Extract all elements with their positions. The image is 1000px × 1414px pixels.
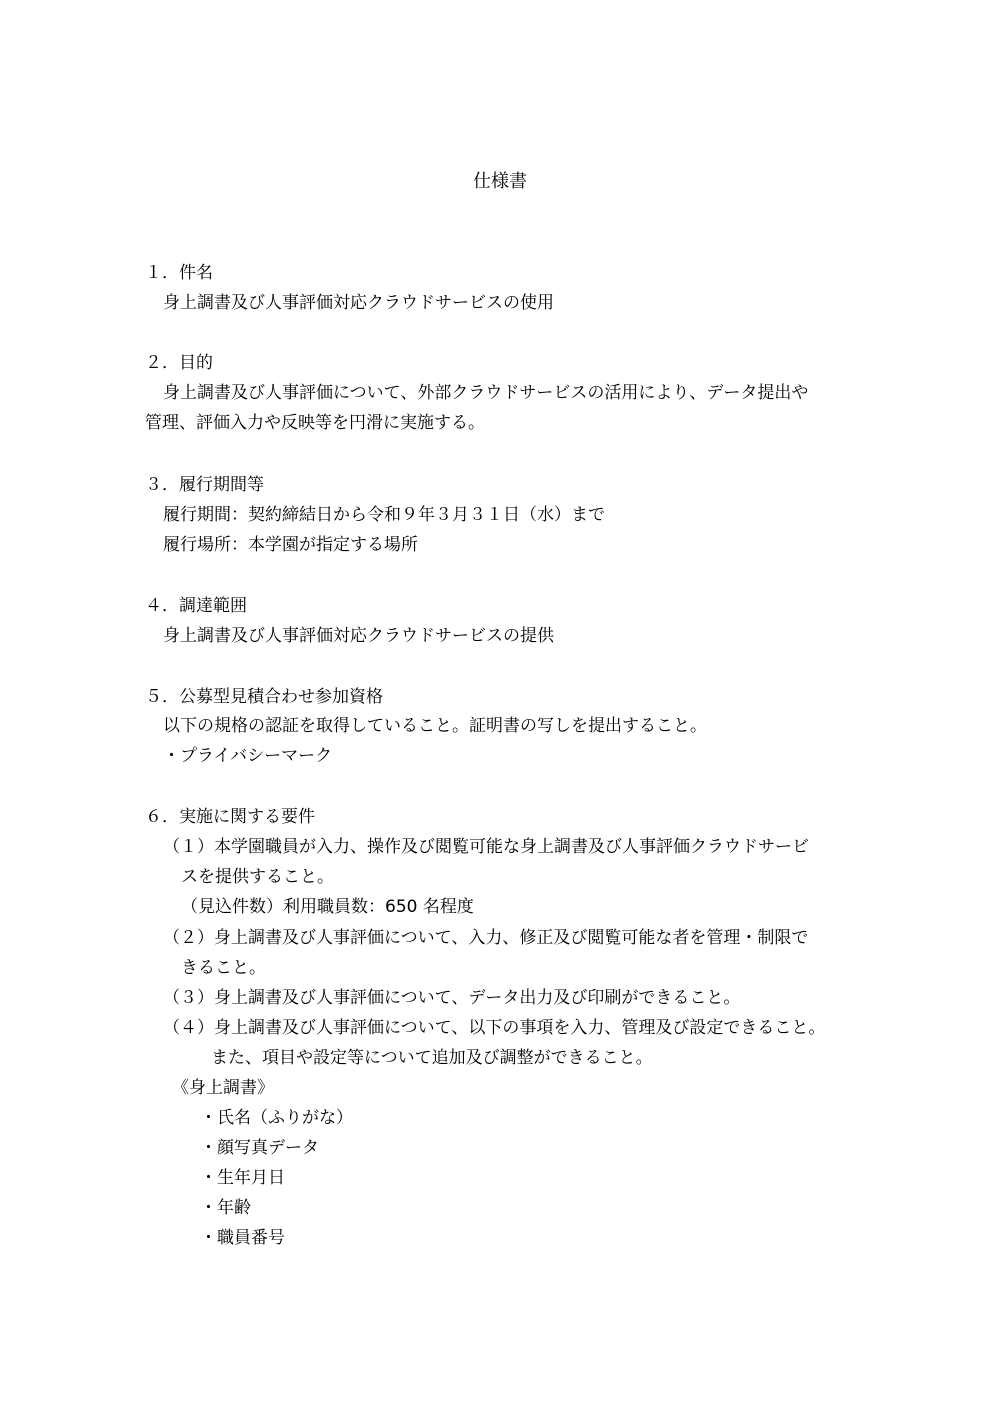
- requirement-2-line2: きること。: [181, 958, 266, 978]
- section-3-period: 履行期間：契約締結日から令和９年３月３１日（水）まで: [163, 505, 605, 525]
- list-item: ・氏名（ふりがな）: [200, 1108, 353, 1128]
- requirement-4-line1: （４）身上調書及び人事評価について、以下の事項を入力、管理及び設定できること。: [163, 1018, 826, 1038]
- list-item: ・顔写真データ: [200, 1138, 319, 1158]
- requirement-1-line1: （１）本学園職員が入力、操作及び閲覧可能な身上調書及び人事評価クラウドサービ: [163, 837, 809, 857]
- list-item: ・生年月日: [200, 1168, 285, 1188]
- section-2-heading: ２．目的: [145, 353, 213, 373]
- section-5-heading: ５．公募型見積合わせ参加資格: [145, 687, 383, 707]
- section-1-body: 身上調書及び人事評価対応クラウドサービスの使用: [163, 293, 554, 313]
- section-3-heading: ３．履行期間等: [145, 475, 264, 495]
- section-5-item: ・プライバシーマーク: [163, 746, 333, 766]
- requirement-4-line2: また、項目や設定等について追加及び調整ができること。: [211, 1048, 653, 1068]
- requirement-1-line2: スを提供すること。: [181, 867, 334, 887]
- requirement-3: （３）身上調書及び人事評価について、データ出力及び印刷ができること。: [163, 988, 741, 1008]
- list-item: ・年齢: [200, 1198, 251, 1218]
- section-3-place: 履行場所：本学園が指定する場所: [163, 535, 418, 555]
- document-title: 仕様書: [473, 171, 527, 192]
- section-4-heading: ４．調達範囲: [145, 596, 247, 616]
- requirement-1-note: （見込件数）利用職員数：650 名程度: [181, 897, 474, 917]
- section-5-body: 以下の規格の認証を取得していること。証明書の写しを提出すること。: [163, 716, 707, 736]
- list-item: ・職員番号: [200, 1228, 285, 1248]
- section-6-heading: ６．実施に関する要件: [145, 807, 315, 827]
- subheading-personal-record: 《身上調書》: [172, 1078, 274, 1098]
- section-2-body-line2: 管理、評価入力や反映等を円滑に実施する。: [145, 413, 485, 433]
- requirement-2-line1: （２）身上調書及び人事評価について、入力、修正及び閲覧可能な者を管理・制限で: [163, 928, 809, 948]
- section-4-body: 身上調書及び人事評価対応クラウドサービスの提供: [163, 626, 554, 646]
- section-1-heading: １．件名: [145, 263, 213, 283]
- section-2-body-line1: 身上調書及び人事評価について、外部クラウドサービスの活用により、データ提出や: [163, 383, 809, 403]
